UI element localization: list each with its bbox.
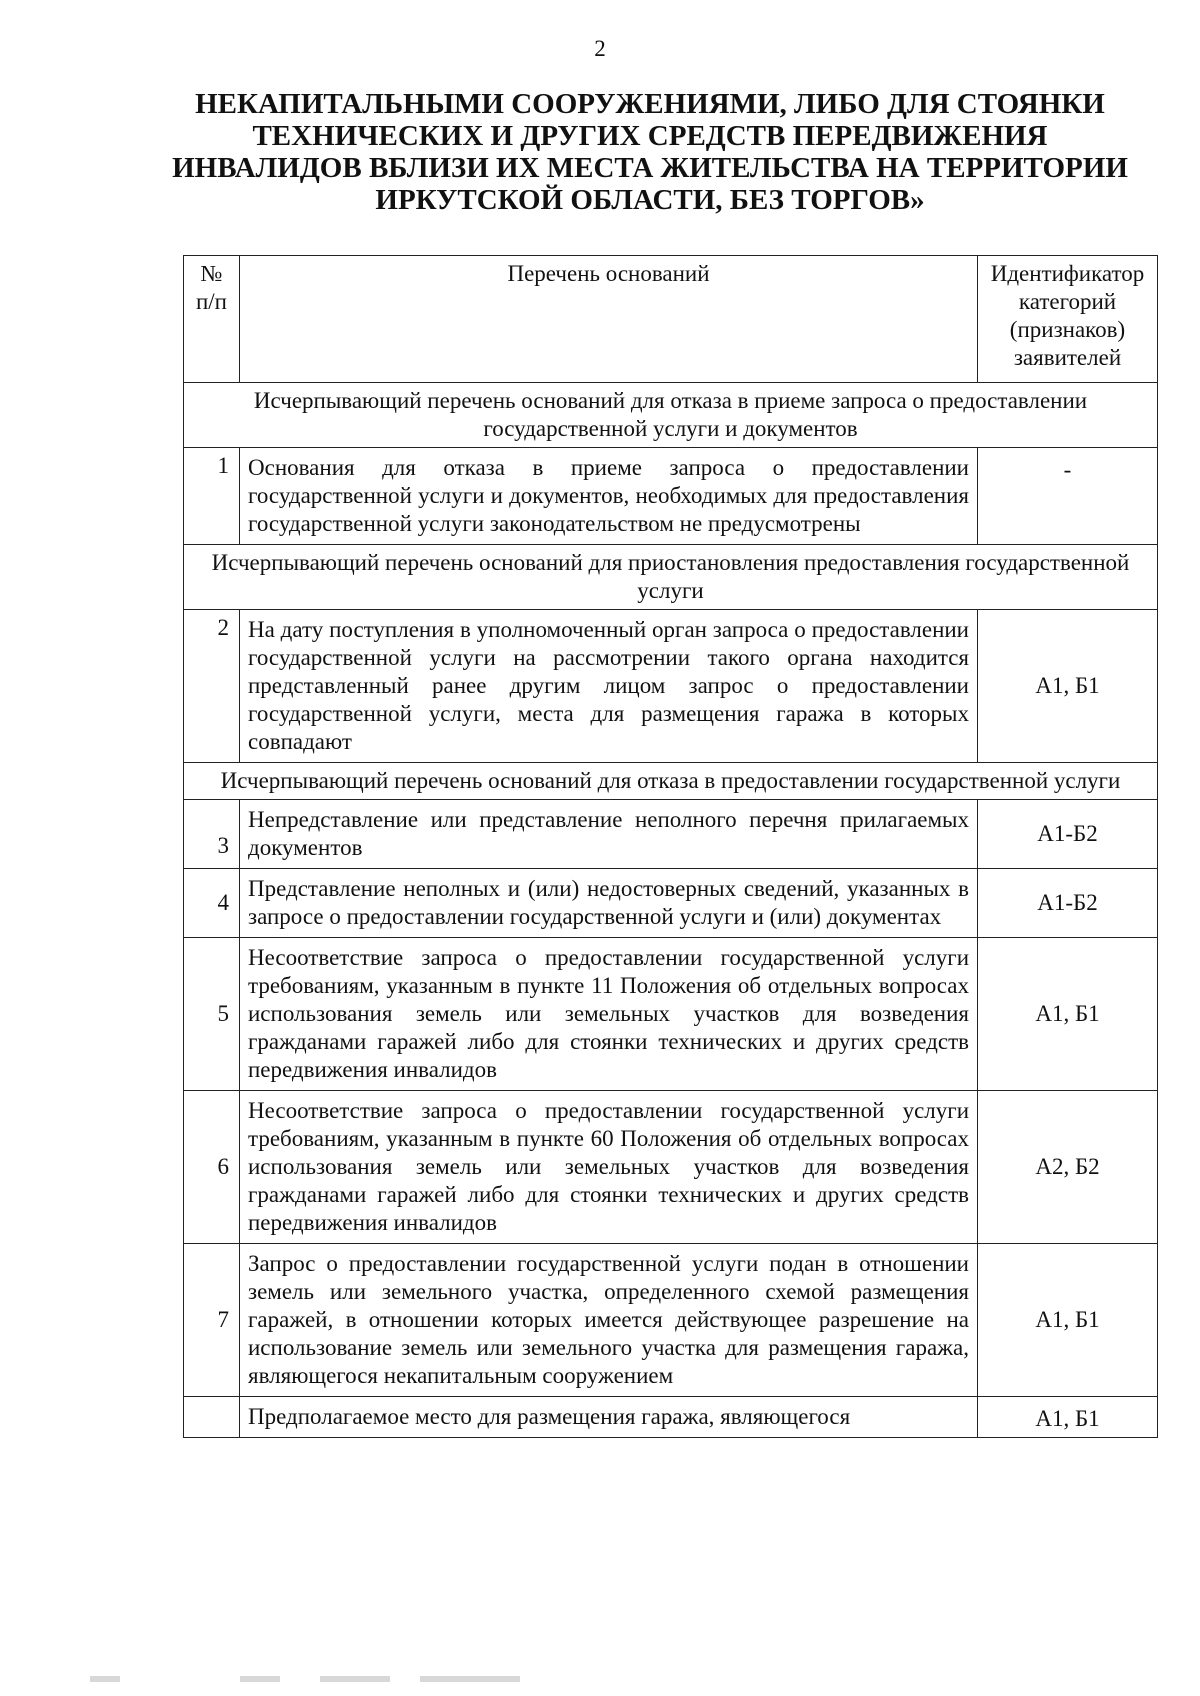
title-line: ИНВАЛИДОВ ВБЛИЗИ ИХ МЕСТА ЖИТЕЛЬСТВА НА ТЕРРИТОРИИ — [172, 152, 1128, 184]
section-row — [184, 383, 1158, 448]
row-ground-text: Предполагаемое место для размещения гаража, являющегося — [240, 1397, 978, 1438]
row-number: 1 — [184, 448, 240, 545]
row-number: 6 — [184, 1091, 240, 1244]
grounds-table — [183, 255, 1158, 1438]
row-identifier: А1, Б1 — [978, 1397, 1158, 1438]
row-ground-text: На дату поступления в уполномоченный орган запроса о предоставлении государственной услуги на рассмотрении такого органа находится представленный ранее другим лицом запрос о предоставлении государственной услуги, места для размещения гаража в которых совпадают — [240, 610, 978, 763]
section-heading-refusal-provision: Исчерпывающий перечень оснований для отказа в предоставлении государственной услуги — [184, 763, 1158, 800]
table-row — [184, 800, 1158, 869]
row-number: 7 — [184, 1244, 240, 1397]
header-identifier-line: категорий — [1018, 289, 1117, 314]
title-line: НЕКАПИТАЛЬНЫМИ СООРУЖЕНИЯМИ, ЛИБО ДЛЯ СТОЯНКИ — [195, 88, 1105, 120]
row-ground-text: Основания для отказа в приеме запроса о предоставлении государственной услуги и документов, необходимых для предоставления государственной услуги законодательством не предусмотрены — [240, 448, 978, 545]
page-number: 2 — [594, 36, 606, 61]
header-number-symbol: № — [200, 261, 223, 286]
header-identifier-line: Идентификатор — [990, 261, 1145, 286]
header-identifier-line: заявителей — [1013, 345, 1122, 370]
header-number-abbr: п/п — [195, 289, 227, 314]
section-row — [184, 545, 1158, 610]
header-number — [184, 256, 240, 383]
row-ground-text: Запрос о предоставлении государственной услуги подан в отношении земель или земельного участка, определенного схемой размещения гаражей, в отношении которых имеется действующее разрешение на использование земель или земельного участка для размещения гаража, являющегося некапитальным сооружением — [240, 1244, 978, 1397]
table-row — [184, 1244, 1158, 1397]
title-line: ИРКУТСКОЙ ОБЛАСТИ, БЕЗ ТОРГОВ» — [375, 184, 925, 216]
table-row — [184, 1397, 1158, 1438]
row-number — [184, 1397, 240, 1438]
header-list: Перечень оснований — [240, 256, 978, 383]
row-identifier: А1-Б2 — [978, 869, 1158, 938]
table-row — [184, 610, 1158, 763]
table-row — [184, 1091, 1158, 1244]
section-row — [184, 763, 1158, 800]
title-line: ТЕХНИЧЕСКИХ И ДРУГИХ СРЕДСТВ ПЕРЕДВИЖЕНИЯ — [252, 120, 1048, 152]
row-number: 4 — [184, 869, 240, 938]
section-heading-refusal-acceptance: Исчерпывающий перечень оснований для отказа в приеме запроса о предоставлении государственной услуги и документов — [184, 383, 1158, 448]
row-number: 3 — [184, 800, 240, 869]
table-header-row — [184, 256, 1158, 383]
row-ground-text: Непредставление или представление неполного перечня прилагаемых документов — [240, 800, 978, 869]
row-identifier: А1, Б1 — [978, 610, 1158, 763]
row-number: 5 — [184, 938, 240, 1091]
header-identifier — [978, 256, 1158, 383]
row-identifier: А1-Б2 — [978, 800, 1158, 869]
table-row — [184, 448, 1158, 545]
section-heading-suspension: Исчерпывающий перечень оснований для приостановления предоставления государственной услуги — [184, 545, 1158, 610]
table-row — [184, 938, 1158, 1091]
row-identifier: А2, Б2 — [978, 1091, 1158, 1244]
row-number: 2 — [184, 610, 240, 763]
row-identifier: А1, Б1 — [978, 938, 1158, 1091]
row-identifier: А1, Б1 — [978, 1244, 1158, 1397]
scan-artifact — [90, 1676, 530, 1682]
row-identifier: - — [978, 448, 1158, 545]
row-ground-text: Представление неполных и (или) недостоверных сведений, указанных в запросе о предоставлении государственной услуги и (или) документах — [240, 869, 978, 938]
header-identifier-line: (признаков) — [1009, 317, 1126, 342]
table-row — [184, 869, 1158, 938]
row-ground-text: Несоответствие запроса о предоставлении государственной услуги требованиям, указанным в пункте 11 Положения об отдельных вопросах использования земель или земельных участков для возведения гражданами гаражей либо для стоянки технических и других средств передвижения инвалидов — [240, 938, 978, 1091]
row-ground-text: Несоответствие запроса о предоставлении государственной услуги требованиям, указанным в пункте 60 Положения об отдельных вопросах использования земель или земельных участков для возведения гражданами гаражей либо для стоянки технических и других средств передвижения инвалидов — [240, 1091, 978, 1244]
document-title — [170, 88, 1130, 216]
